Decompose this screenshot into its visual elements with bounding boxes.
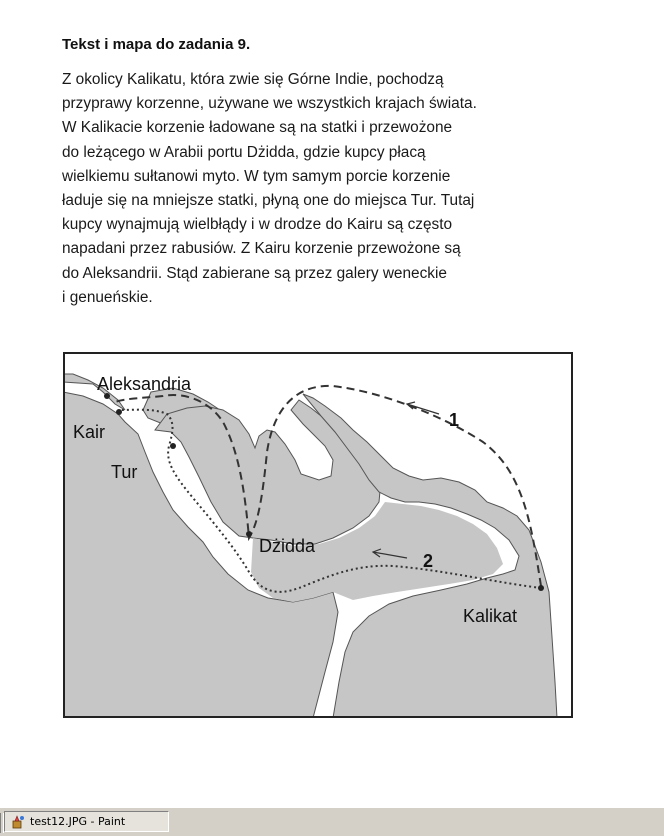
label-kair: Kair bbox=[73, 422, 106, 442]
text-line: napadani przez rabusiów. Z Kairu korzenie przewożone są bbox=[62, 240, 461, 258]
label-aleksandria: Aleksandria bbox=[97, 374, 192, 394]
text-line: Z okolicy Kalikatu, która zwie się Górne Indie, pochodzą bbox=[62, 71, 444, 88]
trade-route-map bbox=[63, 352, 573, 718]
marker-kalikat bbox=[538, 585, 544, 591]
marker-kair bbox=[116, 409, 122, 415]
marker-dzidda bbox=[246, 531, 252, 537]
text-line: przyprawy korzenne, używane we wszystkich krajach świata. bbox=[62, 95, 477, 113]
text-line: i genueńskie. bbox=[62, 288, 153, 306]
text-line: ładuje się na mniejsze statki, płyną one do miejsca Tur. Tutaj bbox=[62, 192, 475, 210]
taskbar-button-paint[interactable] bbox=[4, 811, 169, 832]
text-line: wielkiemu sułtanowi myto. W tym samym porcie korzenie bbox=[62, 167, 451, 185]
text-line: W Kalikacie korzenie ładowane są na statki i przewożone bbox=[62, 119, 453, 137]
text-line: kupcy wynajmują wielbłądy i w drodze do Kairu są często bbox=[62, 216, 453, 234]
task-heading: Tekst i mapa do zadania 9. bbox=[62, 36, 251, 53]
paint-app-icon bbox=[11, 815, 25, 829]
label-route-2: 2 bbox=[423, 551, 434, 571]
taskbar bbox=[0, 806, 664, 836]
marker-tur bbox=[170, 443, 176, 449]
task-text bbox=[62, 68, 622, 310]
label-kalikat: Kalikat bbox=[463, 606, 518, 626]
label-dzidda: Dżidda bbox=[259, 536, 316, 556]
text-line: do leżącego w Arabii portu Dżidda, gdzie kupcy płacą bbox=[62, 143, 426, 161]
taskbar-button-label: test12.JPG - Paint bbox=[30, 815, 126, 828]
text-line: do Aleksandrii. Stąd zabierane są przez galery weneckie bbox=[62, 264, 447, 282]
label-route-1: 1 bbox=[449, 410, 460, 430]
label-tur: Tur bbox=[111, 462, 138, 482]
